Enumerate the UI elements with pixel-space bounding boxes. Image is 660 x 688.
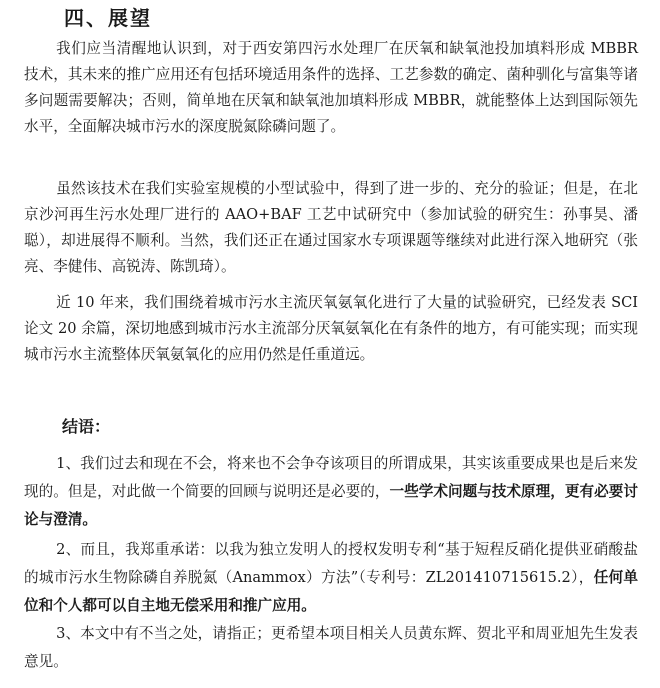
conclusion-item-2-text: 2、而且，我郑重承诺：以我为独立发明人的授权发明专利“基于短程反硝化提供亚硝酸盐的城市污水生物除磷自养脱氮（Anammox）方法”（专利号：ZL201410715615.2）， <box>24 541 638 586</box>
conclusion-item-1-emphasis: 一些学术问题与技术原理，更有必要讨论与澄清。 <box>24 483 638 528</box>
conclusion-item-1 <box>24 450 638 534</box>
outlook-paragraph-3: 近 10 年来，我们围绕着城市污水主流厌氧氨氧化进行了大量的试验研究，已经发表 SCI 论文 20 余篇，深切地感到城市污水主流部分厌氧氨氧化在有条件的地方，有可能实现；而实现城市污水主流整体厌氧氨氧化的应用仍然是任重道远。 <box>24 294 638 363</box>
outlook-paragraph-1: 我们应当清醒地认识到，对于西安第四污水处理厂在厌氧和缺氧池投加填料形成 MBBR 技术，其未来的推广应用还有包括环境适用条件的选择、工艺参数的确定、菌种驯化与富集等诸多问题需要解决；否则，简单地在厌氧和缺氧池加填料形成 MBBR，就能整体上达到国际领先水平，全面解决城市污水的深度脱氮除磷问题了。 <box>24 40 638 135</box>
conclusion-item-2-emphasis: 任何单位和个人都可以自主地无偿采用和推广应用。 <box>24 569 638 614</box>
outlook-paragraph-2: 虽然该技术在我们实验室规模的小型试验中，得到了进一步的、充分的验证；但是，在北京沙河再生污水处理厂进行的 AAO+BAF 工艺中试研究中（参加试验的研究生：孙事昊、潘聪），却进展得不顺利。当然，我们还正在通过国家水专项课题等继续对此进行深入地研究（张亮、李健伟、高锐涛、陈凯琦）。 <box>24 180 638 275</box>
conclusion-item-1-text: 1、我们过去和现在不会，将来也不会争夺该项目的所谓成果，其实该重要成果也是后来发现的。但是，对此做一个简要的回顾与说明还是必要的， <box>24 455 638 500</box>
conclusion-item-2 <box>24 536 638 620</box>
outlook-heading: 四、展望 <box>64 6 152 30</box>
conclusion-item-3: 3、本文中有不当之处，请指正；更希望本项目相关人员黄东辉、贺北平和周亚旭先生发表意见。 <box>24 625 638 670</box>
conclusion-heading: 结语： <box>62 417 111 436</box>
